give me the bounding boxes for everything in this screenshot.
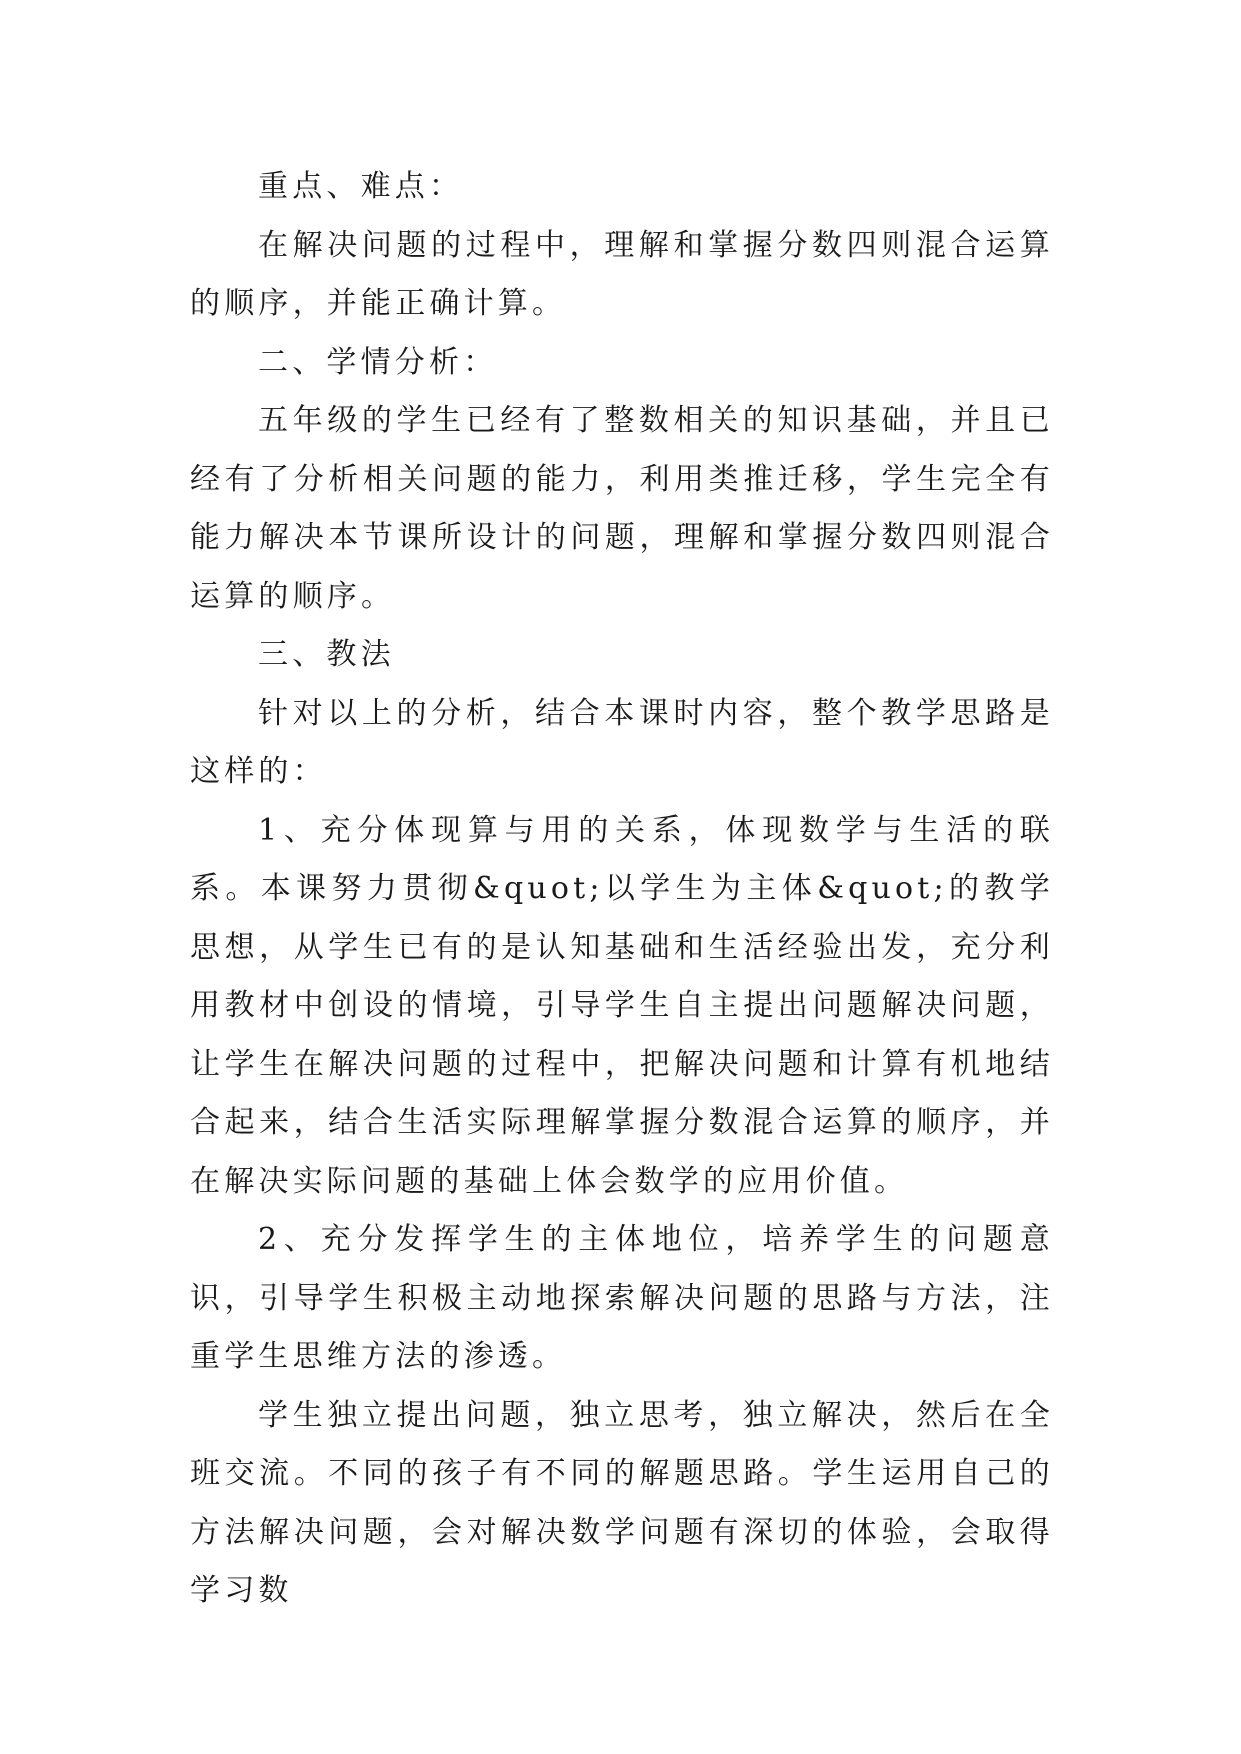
paragraph-key-points-heading: 重点、难点： bbox=[258, 169, 464, 204]
paragraph-point-1: 1、充分体现算与用的关系，体现数学与生活的联系。本课努力贯彻&quot;以学生为主体&quot;的教学思想，从学生已有的是认知基础和生活经验出发，充分利用教材中创设的情境，引导学生自主提出问题解决问题，让学生在解决问题的过程中，把解决问题和计算有机地结合起来，结合生活实际理解掌握分数混合运算的顺序，并在解决实际问题的基础上体会数学的应用价值。 bbox=[190, 812, 1054, 1199]
paragraph-student-analysis-heading: 二、学情分析： bbox=[258, 344, 498, 380]
paragraph-key-points: 在解决问题的过程中，理解和掌握分数四则混合运算的顺序，并能正确计算。 bbox=[190, 227, 1054, 321]
paragraph-point-2: 2、充分发挥学生的主体地位，培养学生的问题意识，引导学生积极主动地探索解决问题的思路与方法，注重学生思维方法的渗透。 bbox=[190, 1222, 1054, 1374]
paragraph-teaching-method-heading: 三、教法 bbox=[258, 637, 395, 672]
paragraph-teaching-approach-intro: 针对以上的分析，结合本课时内容，整个教学思路是这样的： bbox=[190, 695, 1054, 789]
document-body bbox=[190, 158, 1054, 1621]
paragraph-student-analysis: 五年级的学生已经有了整数相关的知识基础，并且已经有了分析相关问题的能力，利用类推迁移，学生完全有能力解决本节课所设计的问题，理解和掌握分数四则混合运算的顺序。 bbox=[190, 403, 1054, 614]
paragraph-independent-problem-solving: 学生独立提出问题，独立思考，独立解决，然后在全班交流。不同的孩子有不同的解题思路。学生运用自己的方法解决问题，会对解决数学问题有深切的体验，会取得学习数 bbox=[190, 1397, 1054, 1608]
